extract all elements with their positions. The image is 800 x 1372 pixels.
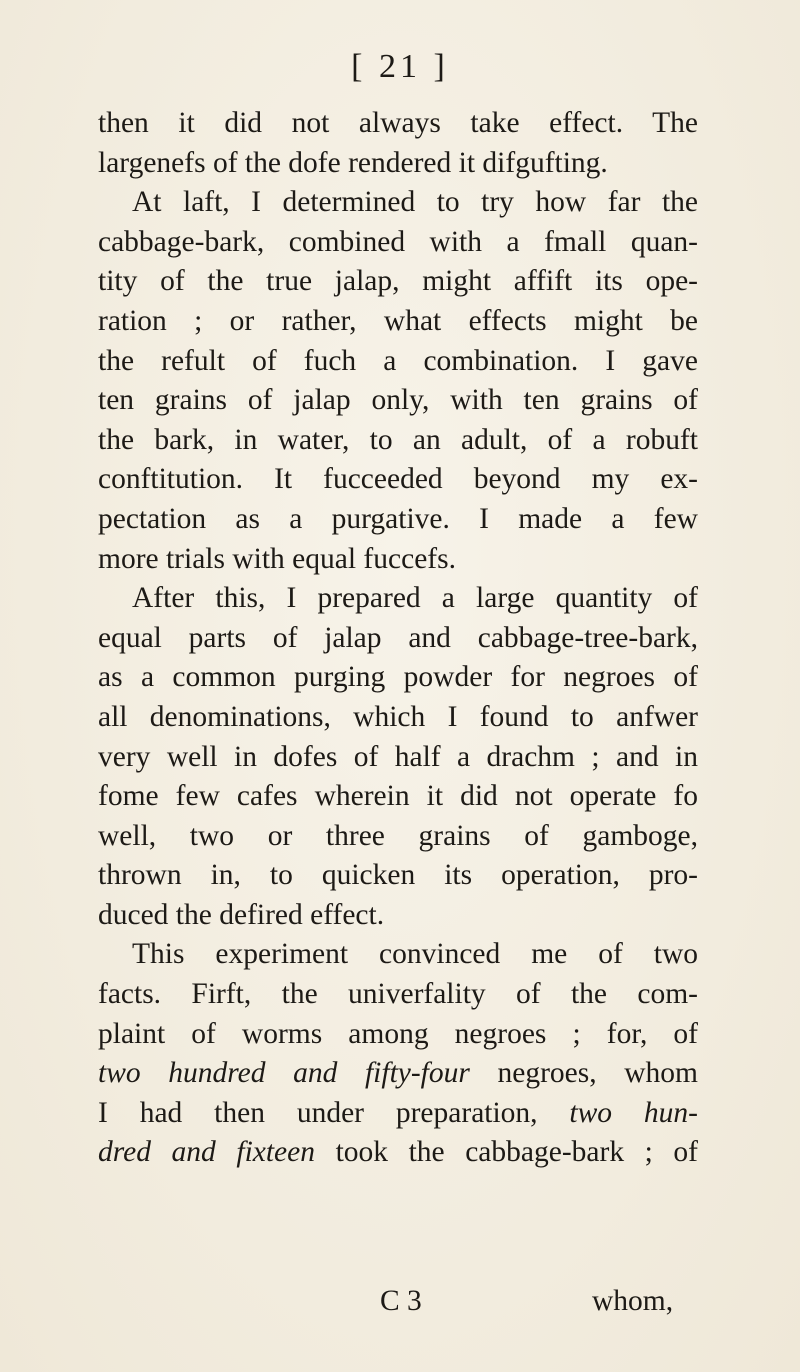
- text-line: [98, 500, 698, 540]
- signature-mark: C 3: [380, 1285, 422, 1317]
- text-run: very well in dofes of half a drachm ; and in: [98, 740, 698, 773]
- text-run: more trials with equal fuccefs.: [98, 542, 456, 575]
- text-run: cabbage-bark, combined with a fmall quan-: [98, 225, 698, 258]
- text-run: the bark, in water, to an adult, of a robuft: [98, 423, 698, 456]
- text-line: [98, 935, 698, 975]
- text-line: [98, 381, 698, 421]
- text-run: equal parts of jalap and cabbage-tree-bark,: [98, 621, 698, 654]
- text-line: [98, 460, 698, 500]
- text-run: After this, I prepared a large quantity of: [132, 582, 698, 615]
- text-run: ten grains of jalap only, with ten grains of: [98, 384, 698, 417]
- italic-text: two hun-: [569, 1096, 698, 1129]
- text-run: then it did not always take effect. The: [98, 107, 698, 139]
- text-run: ration ; or rather, what effects might be: [98, 304, 698, 337]
- text-line: [98, 183, 698, 223]
- text-line: [98, 302, 698, 342]
- text-run: At laft, I determined to try how far the: [132, 186, 698, 219]
- text-line: [98, 817, 698, 857]
- text-line: [98, 619, 698, 659]
- body-text: [98, 104, 698, 1173]
- text-run: as a common purging powder for negroes of: [98, 661, 698, 694]
- text-run: the refult of fuch a combination. I gave: [98, 344, 698, 377]
- text-line: [98, 1015, 698, 1055]
- text-run: This experiment convinced me of two: [132, 938, 698, 971]
- italic-text: two hundred and fifty-four: [98, 1057, 470, 1090]
- text-line: [98, 658, 698, 698]
- text-run: negroes, whom: [469, 1057, 698, 1090]
- text-line: [98, 421, 698, 461]
- text-run: duced the defired effect.: [98, 898, 385, 931]
- text-run: fome few cafes wherein it did not operate fo: [98, 780, 698, 813]
- text-line: [98, 975, 698, 1015]
- text-line: [98, 777, 698, 817]
- text-run: all denominations, which I found to anfwer: [98, 700, 698, 733]
- text-run: took the cabbage-bark ; of: [315, 1136, 698, 1169]
- text-run: I had then under preparation,: [98, 1096, 570, 1129]
- text-line: [98, 540, 698, 580]
- text-run: conftitution. It fucceeded beyond my ex-: [98, 463, 698, 496]
- page-number-header: [ 21 ]: [351, 48, 449, 85]
- text-run: well, two or three grains of gamboge,: [98, 819, 698, 852]
- text-line: [98, 896, 698, 936]
- text-run: pectation as a purgative. I made a few: [98, 502, 698, 535]
- text-line: [98, 856, 698, 896]
- catchword: whom,: [592, 1285, 674, 1317]
- text-run: plaint of worms among negroes ; for, of: [98, 1017, 698, 1050]
- text-line: [98, 104, 698, 144]
- page-footer: [0, 1285, 800, 1325]
- text-run: thrown in, to quicken its operation, pro-: [98, 859, 698, 892]
- text-line: [98, 144, 698, 184]
- text-line: [98, 262, 698, 302]
- text-run: largenefs of the dofe rendered it difgufting.: [98, 146, 608, 179]
- text-line: [98, 738, 698, 778]
- italic-text: dred and fixteen: [98, 1136, 315, 1169]
- text-line: [98, 579, 698, 619]
- text-line: [98, 223, 698, 263]
- text-line: [98, 698, 698, 738]
- text-line: [98, 342, 698, 382]
- text-line: [98, 1054, 698, 1094]
- text-run: tity of the true jalap, might affift its ope-: [98, 265, 698, 298]
- text-line: [98, 1133, 698, 1173]
- text-run: facts. Firft, the univerfality of the com-: [98, 978, 698, 1011]
- text-line: [98, 1094, 698, 1134]
